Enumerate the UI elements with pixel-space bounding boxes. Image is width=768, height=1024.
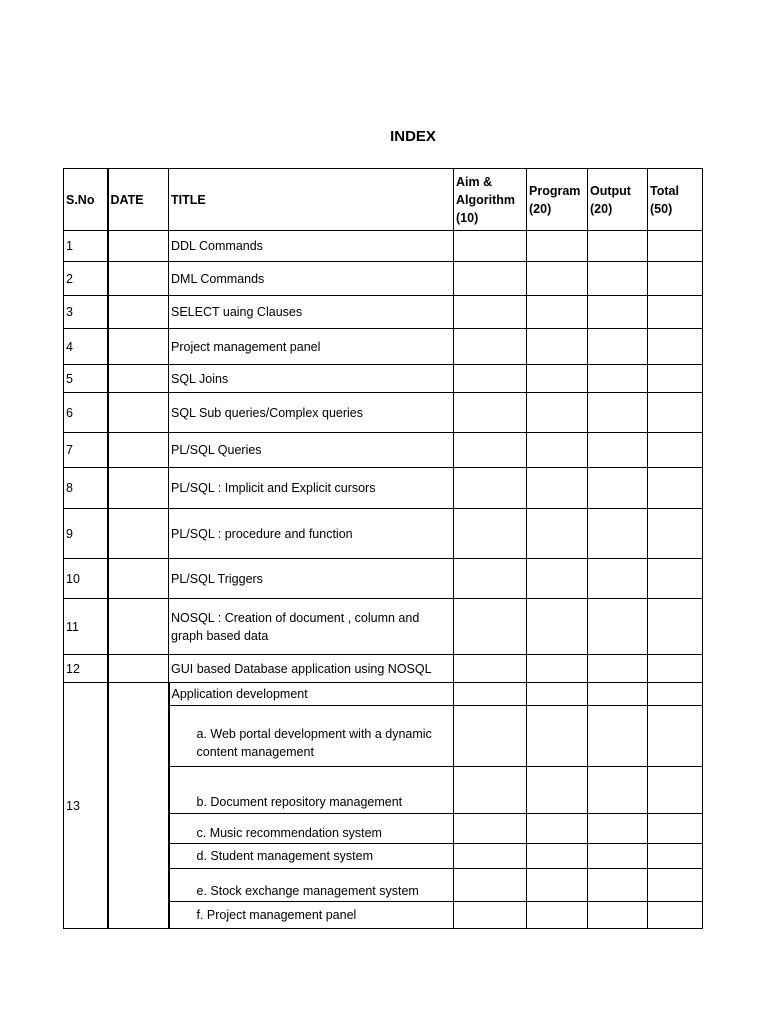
header-row — [64, 169, 703, 231]
cell-aim — [454, 329, 527, 365]
cell-total — [648, 814, 703, 844]
table-row — [64, 329, 703, 365]
cell-program — [527, 902, 588, 929]
table-row — [64, 393, 703, 433]
cell-aim — [454, 262, 527, 296]
cell-aim — [454, 706, 527, 767]
cell-program — [527, 655, 588, 683]
table-row — [64, 468, 703, 509]
cell-aim — [454, 509, 527, 559]
subtask-text: a. Web portal development with a dynamic content management — [196, 727, 432, 759]
cell-date — [108, 329, 169, 365]
header-sno: S.No — [64, 169, 108, 231]
cell-program — [527, 683, 588, 706]
cell-aim — [454, 599, 527, 655]
cell-title: PL/SQL Triggers — [169, 559, 454, 599]
cell-output — [588, 509, 648, 559]
cell-total — [648, 509, 703, 559]
cell-output — [588, 393, 648, 433]
cell-sno: 7 — [64, 433, 108, 468]
cell-program — [527, 869, 588, 902]
cell-output — [588, 655, 648, 683]
cell-sno: 3 — [64, 296, 108, 329]
cell-total — [648, 599, 703, 655]
cell-title: GUI based Database application using NOSQL — [169, 655, 454, 683]
cell-aim — [454, 296, 527, 329]
cell-total — [648, 468, 703, 509]
cell-sno: 13 — [64, 683, 108, 929]
table-row — [64, 559, 703, 599]
cell-program — [527, 559, 588, 599]
cell-program — [527, 509, 588, 559]
cell-date — [108, 509, 169, 559]
cell-title: NOSQL : Creation of document , column and graph based data — [169, 599, 454, 655]
cell-output — [588, 296, 648, 329]
cell-output — [588, 329, 648, 365]
cell-title: SQL Joins — [169, 365, 454, 393]
cell-output — [588, 844, 648, 869]
index-table — [63, 168, 703, 929]
table-row — [64, 296, 703, 329]
cell-aim — [454, 844, 527, 869]
cell-sno: 9 — [64, 509, 108, 559]
cell-output — [588, 468, 648, 509]
header-total: Total (50) — [648, 169, 703, 231]
cell-title: PL/SQL : Implicit and Explicit cursors — [169, 468, 454, 509]
cell-total — [648, 262, 703, 296]
cell-title: Application development — [169, 683, 454, 706]
cell-output — [588, 365, 648, 393]
cell-aim — [454, 433, 527, 468]
cell-title: DDL Commands — [169, 231, 454, 262]
cell-output — [588, 902, 648, 929]
cell-output — [588, 767, 648, 814]
cell-total — [648, 329, 703, 365]
cell-program — [527, 468, 588, 509]
table-row — [64, 599, 703, 655]
cell-total — [648, 683, 703, 706]
cell-total — [648, 559, 703, 599]
cell-date — [108, 655, 169, 683]
header-output: Output (20) — [588, 169, 648, 231]
table-row — [64, 231, 703, 262]
cell-total — [648, 231, 703, 262]
cell-output — [588, 231, 648, 262]
cell-date — [108, 433, 169, 468]
cell-date — [108, 296, 169, 329]
cell-total — [648, 433, 703, 468]
cell-date — [108, 599, 169, 655]
cell-sno: 11 — [64, 599, 108, 655]
cell-sno: 4 — [64, 329, 108, 365]
cell-date — [108, 468, 169, 509]
cell-aim — [454, 231, 527, 262]
cell-title: DML Commands — [169, 262, 454, 296]
cell-title: f. Project management panel — [169, 902, 454, 929]
cell-output — [588, 869, 648, 902]
cell-total — [648, 393, 703, 433]
cell-total — [648, 902, 703, 929]
cell-title: Project management panel — [169, 329, 454, 365]
page-title: INDEX — [390, 128, 436, 145]
cell-aim — [454, 814, 527, 844]
cell-sno: 8 — [64, 468, 108, 509]
cell-total — [648, 655, 703, 683]
cell-date — [108, 559, 169, 599]
cell-aim — [454, 767, 527, 814]
cell-aim — [454, 902, 527, 929]
cell-aim — [454, 683, 527, 706]
cell-program — [527, 393, 588, 433]
cell-sno: 12 — [64, 655, 108, 683]
table-row — [64, 433, 703, 468]
cell-program — [527, 365, 588, 393]
cell-output — [588, 706, 648, 767]
cell-sno: 5 — [64, 365, 108, 393]
cell-title — [169, 706, 454, 767]
cell-output — [588, 599, 648, 655]
table-row — [64, 262, 703, 296]
cell-title: SELECT uaing Clauses — [169, 296, 454, 329]
cell-program — [527, 329, 588, 365]
cell-date — [108, 231, 169, 262]
cell-program — [527, 231, 588, 262]
cell-title: b. Document repository management — [169, 767, 454, 814]
cell-program — [527, 599, 588, 655]
cell-program — [527, 706, 588, 767]
cell-date — [108, 262, 169, 296]
cell-output — [588, 262, 648, 296]
cell-sno: 2 — [64, 262, 108, 296]
table-row — [64, 655, 703, 683]
cell-total — [648, 365, 703, 393]
header-date: DATE — [108, 169, 169, 231]
cell-program — [527, 767, 588, 814]
cell-program — [527, 814, 588, 844]
cell-title: d. Student management system — [169, 844, 454, 869]
cell-sno: 6 — [64, 393, 108, 433]
cell-total — [648, 844, 703, 869]
cell-output — [588, 683, 648, 706]
cell-program — [527, 844, 588, 869]
cell-program — [527, 433, 588, 468]
cell-title: PL/SQL Queries — [169, 433, 454, 468]
cell-title: SQL Sub queries/Complex queries — [169, 393, 454, 433]
cell-aim — [454, 655, 527, 683]
cell-aim — [454, 468, 527, 509]
cell-program — [527, 262, 588, 296]
cell-date — [108, 683, 169, 929]
cell-total — [648, 869, 703, 902]
header-title: TITLE — [169, 169, 454, 231]
cell-date — [108, 365, 169, 393]
cell-sno: 1 — [64, 231, 108, 262]
cell-aim — [454, 559, 527, 599]
table-row — [64, 683, 703, 706]
cell-aim — [454, 869, 527, 902]
cell-aim — [454, 365, 527, 393]
cell-total — [648, 767, 703, 814]
cell-total — [648, 706, 703, 767]
cell-program — [527, 296, 588, 329]
cell-output — [588, 433, 648, 468]
table-row — [64, 365, 703, 393]
cell-output — [588, 814, 648, 844]
cell-title: e. Stock exchange management system — [169, 869, 454, 902]
cell-title: PL/SQL : procedure and function — [169, 509, 454, 559]
header-aim: Aim & Algorithm (10) — [454, 169, 527, 231]
table-row — [64, 509, 703, 559]
cell-title: c. Music recommendation system — [169, 814, 454, 844]
cell-aim — [454, 393, 527, 433]
header-program: Program (20) — [527, 169, 588, 231]
cell-total — [648, 296, 703, 329]
cell-output — [588, 559, 648, 599]
cell-sno: 10 — [64, 559, 108, 599]
cell-date — [108, 393, 169, 433]
